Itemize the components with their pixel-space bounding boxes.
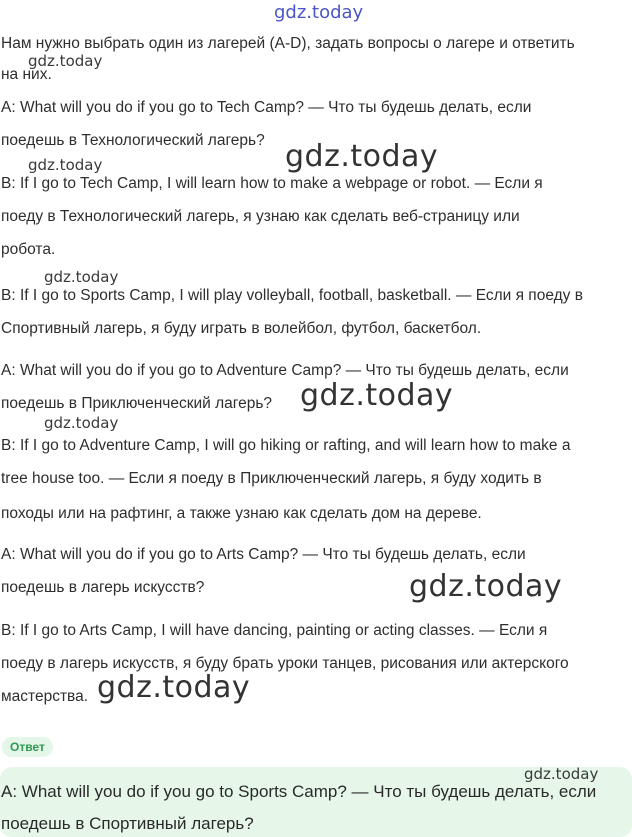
dialogue-line: поеду в лагерь искусств, я буду брать уроки танцев, рисования или актерского: [1, 655, 569, 672]
dialogue-line: поедешь в лагерь искусств?: [1, 579, 205, 596]
dialogue-line: A: What will you do if you go to Adventure Camp? — Что ты будешь делать, если: [1, 362, 569, 379]
dialogue-line: мастерства.: [1, 688, 89, 705]
watermark: gdz.today: [44, 268, 119, 286]
watermark: gdz.today: [28, 52, 103, 70]
dialogue-line: B: If I go to Arts Camp, I will have dancing, painting or acting classes. — Если я: [1, 622, 548, 639]
watermark: gdz.today: [300, 378, 454, 413]
watermark: gdz.today: [28, 156, 103, 174]
dialogue-line: поедешь в Приключенческий лагерь?: [1, 395, 273, 412]
dialogue-line: B: If I go to Adventure Camp, I will go hiking or rafting, and will learn how to make a: [1, 437, 571, 454]
dialogue-line: Спортивный лагерь, я буду играть в волейбол, футбол, баскетбол.: [1, 320, 482, 337]
dialogue-line: A: What will you do if you go to Arts Camp? — Что ты будешь делать, если: [1, 546, 526, 563]
watermark: gdz.today: [44, 414, 119, 432]
dialogue-line: B: If I go to Tech Camp, I will learn how to make a webpage or robot. — Если я: [1, 175, 543, 192]
watermark: gdz.today: [524, 765, 599, 783]
dialogue-line: B: If I go to Sports Camp, I will play volleyball, football, basketball. — Если я поеду в: [1, 287, 583, 304]
watermark: gdz.today: [409, 569, 563, 604]
watermark-header: gdz.today: [274, 2, 364, 23]
answer-badge: Ответ: [2, 737, 53, 757]
dialogue-line: поеду в Технологический лагерь, я узнаю как сделать веб-страницу или: [1, 208, 520, 225]
intro-line-1: Нам нужно выбрать один из лагерей (A-D), задать вопросы о лагере и ответить: [1, 35, 575, 52]
answer-line-1: A: What will you do if you go to Sports Camp? — Что ты будешь делать, если: [1, 782, 597, 801]
watermark: gdz.today: [97, 670, 251, 705]
dialogue-line: поедешь в Технологический лагерь?: [1, 132, 265, 149]
dialogue-line: походы или на рафтинг, а также узнаю как сделать дом на дереве.: [1, 505, 482, 522]
answer-line-2: поедешь в Спортивный лагерь?: [1, 814, 254, 833]
dialogue-line: tree house too. — Если я поеду в Приключенческий лагерь, я буду ходить в: [1, 470, 542, 487]
dialogue-line: робота.: [1, 241, 56, 258]
watermark: gdz.today: [285, 139, 439, 174]
dialogue-line: A: What will you do if you go to Tech Camp? — Что ты будешь делать, если: [1, 99, 532, 116]
intro-line-2: на них.: [1, 66, 52, 83]
